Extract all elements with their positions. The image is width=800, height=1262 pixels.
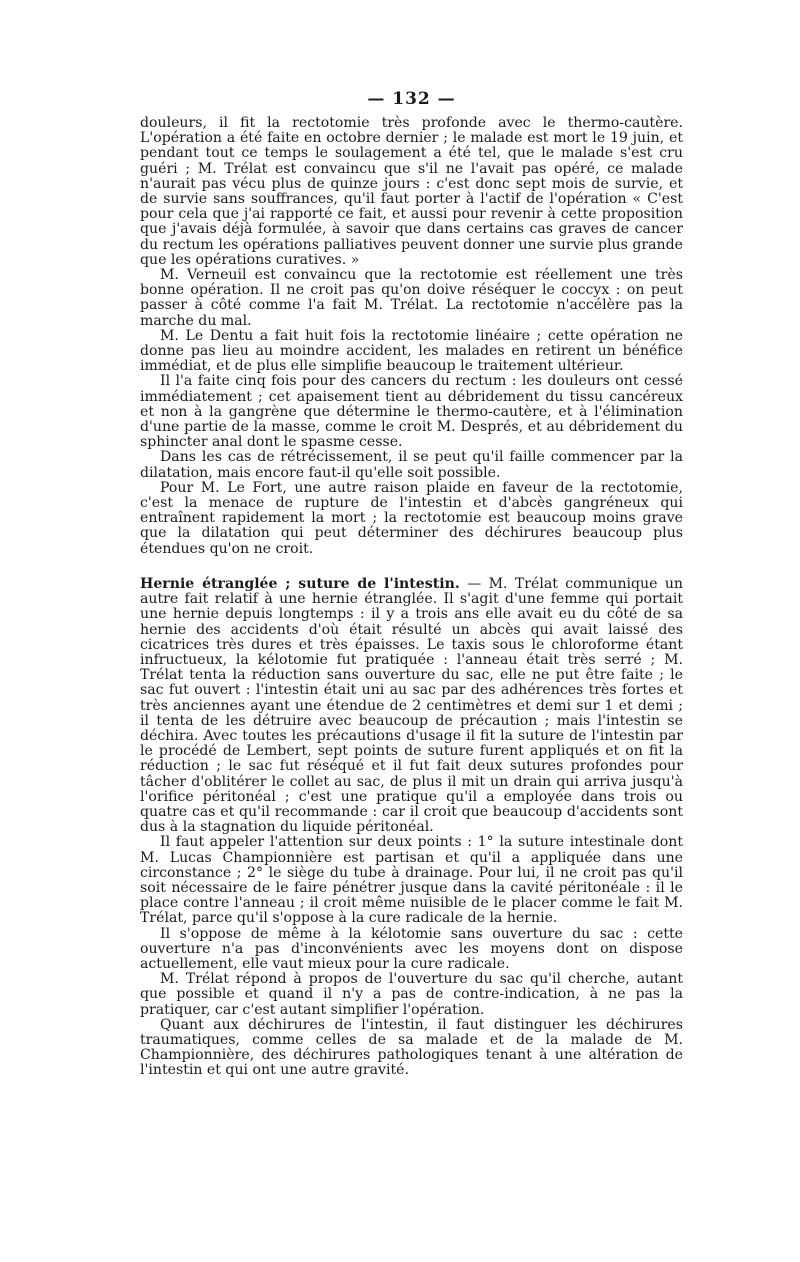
paragraph: M. Le Dentu a fait huit fois la rectotomie linéaire ; cette opération ne donne pas lieu au moindre accident, les malades en retirent un bénéfice immédiat, et de plus elle simplifie beaucoup le traitement ultérieur.	[140, 327, 683, 375]
body-text	[140, 116, 683, 1079]
document-page	[140, 88, 683, 1079]
page-number: — 132 —	[367, 89, 456, 109]
paragraph: Dans les cas de rétrécissement, il se peut qu'il faille commencer par la dilatation, mais encore faut-il qu'elle soit possible.	[140, 449, 683, 481]
paragraph: Quant aux déchirures de l'intestin, il faut distinguer les déchirures traumatiques, comme celles de sa malade et de la malade de M. Championnière, des déchirures pathologiques tenant à une altération de l'intestin et qui ont une autre gravité.	[140, 1016, 683, 1079]
paragraph: douleurs, il fit la rectotomie très profonde avec le thermo-cautère. L'opération a été faite en octobre dernier ; le malade est mort le 19 juin, et pendant tout ce temps le soulagement a été tel, que le malade s'est cru guéri ; M. Trélat est convaincu que s'il ne l'avait pas opéré, ce malade n'aurait pas vécu plus de quinze jours : c'est donc sept mois de survie, et de survie sans souffrances, qu'il faut porter à l'actif de l'opération « C'est pour cela que j'ai rapporté ce fait, et aussi pour revenir à cette proposition que j'avais déjà formulée, à savoir que dans certains cas graves de cancer du rectum les opérations palliatives peuvent donner une survie plus grande que les opérations curatives. »	[140, 115, 683, 268]
section-spacer	[140, 557, 683, 577]
paragraph: M. Trélat répond à propos de l'ouverture du sac qu'il cherche, autant que possible et quand il n'y a pas de contre-indication, à ne pas la pratiquer, car c'est autant simplifier l'opération.	[140, 971, 683, 1018]
paragraph: Il l'a faite cinq fois pour des cancers du rectum : les douleurs ont cessé immédiatement ; cet apaisement tient au débridement du tissu cancéreux et non à la gangrène que détermine le thermo-cautère, et à l'élimination d'une partie de la masse, comme le croit M. Després, et au débridement du sphincter anal dont le spasme cesse.	[140, 373, 683, 451]
paragraph: M. Verneuil est convaincu que la rectotomie est réellement une très bonne opération. Il ne croit pas qu'on doive réséquer le coccyx : on peut passer à côté comme l'a fait M. Trélat. La rectotomie n'accélère pas la marche du mal.	[140, 267, 683, 329]
paragraph: Il faut appeler l'attention sur deux points : 1° la suture intestinale dont M. Lucas Championnière est partisan et qu'il a appliquée dans une circonstance ; 2° le siège du tube à drainage. Pour lui, il ne croit pas qu'il soit nécessaire de le faire pénétrer jusque dans la cavité péritonéale : il le place contre l'anneau ; il croit même nuisible de le placer comme le fait M. Trélat, parce qu'il s'oppose à la cure radicale de la hernie.	[140, 834, 683, 927]
paragraph: Il s'oppose de même à la kélotomie sans ouverture du sac : cette ouverture n'a pas d'inconvénients avec les moyens dont on dispose actuellement, elle vaut mieux pour la cure radicale.	[140, 925, 683, 972]
section-paragraph	[140, 577, 683, 835]
section-heading: Hernie étranglée ; suture de l'intestin.	[140, 575, 460, 592]
section-text: — M. Trélat communique un autre fait relatif à une hernie étranglée. Il s'agit d'une femme qui portait une hernie depuis longtemps : il y a trois ans elle avait eu du côté de sa hernie des accidents d'où était résulté un abcès qui avait laissé des cicatrices très dures et très épaisses. Le taxis sous le chloroforme étant infructueux, la kélotomie fut pratiquée : l'anneau était très serré ; M. Trélat tenta la réduction sans ouverture du sac, elle ne put être faite ; le sac fut ouvert : l'intestin était uni au sac par des adhérences très fortes et très anciennes ayant une étendue de 2 centimètres et demi sur 1 et demi ; il tenta de les détruire avec beaucoup de précaution ; mais l'intestin se déchira. Avec toutes les précautions d'usage il fit la suture de l'intestin par le procédé de Lembert, sept points de suture furent appliqués et on fit la réduction ; le sac fut réséqué et il fut fait deux sutures profondes pour tâcher d'oblitérer le collet au sac, de plus il mit un drain qui arriva jusqu'à l'orifice péritonéal ; c'est une pratique qu'il a employée dans trois ou quatre cas et qu'il recommande : car il croit que beaucoup d'accidents sont dus à la stagnation du liquide péritonéal.	[140, 575, 683, 836]
paragraph: Pour M. Le Fort, une autre raison plaide en faveur de la rectotomie, c'est la menace de rupture de l'intestin et d'abcès gangréneux qui entraînent rapidement la mort ; la rectotomie est beaucoup moins grave que la dilatation qui peut déterminer des déchirures beaucoup plus étendues qu'on ne croit.	[140, 479, 683, 557]
